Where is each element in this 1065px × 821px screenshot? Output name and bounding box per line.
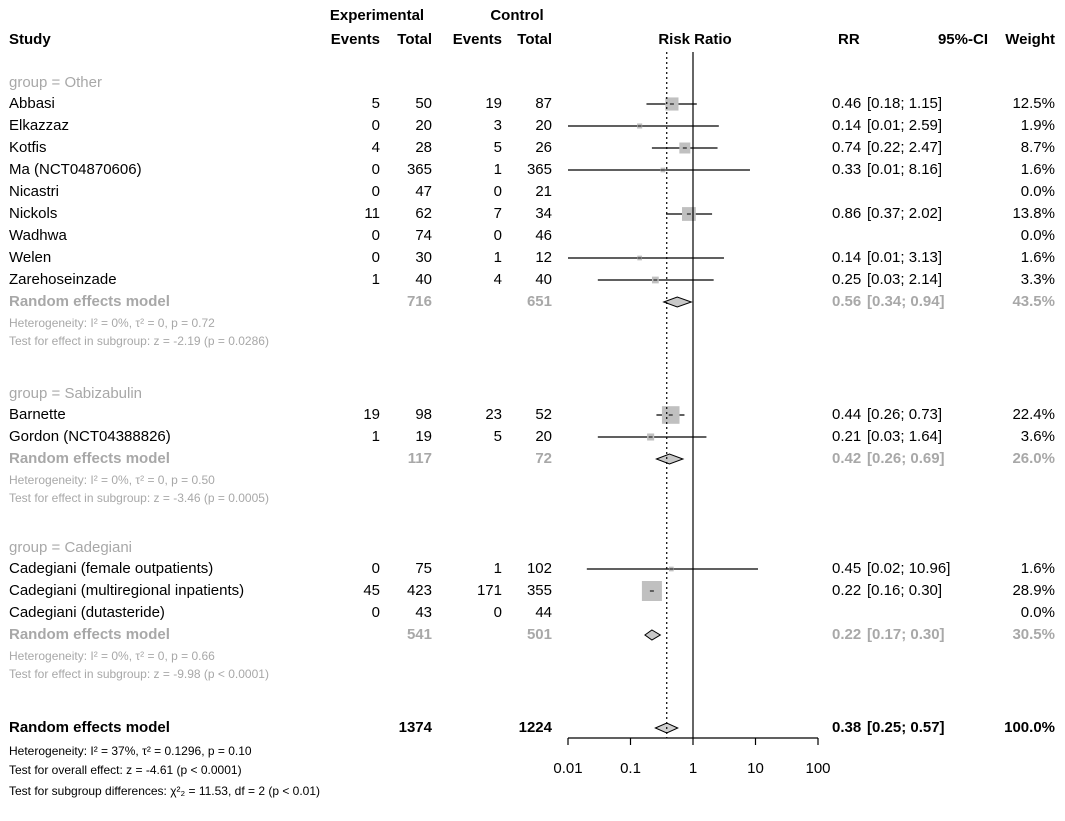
x-tick-label: 0.01 [553,760,583,777]
ctl-total: 102 [526,560,552,577]
ctl-total: 355 [526,582,552,599]
summary-rr: 0.22 [832,626,862,643]
ctl-events: 0 [493,227,502,244]
ctl-events-header: Events [452,31,502,48]
weight-value: 1.6% [1020,161,1055,178]
weight-value: 0.0% [1020,604,1055,621]
x-tick-label: 10 [747,760,764,777]
group-label: group = Cadegiani [9,539,133,556]
exp-total: 43 [415,604,432,621]
x-tick-label: 1 [688,760,698,777]
summary-label: Random effects model [9,626,170,643]
rr-value: 0.45 [832,560,862,577]
exp-events: 11 [364,205,380,222]
ctl-header: Control [490,7,544,24]
ctl-total: 26 [535,139,552,156]
ctl-events: 3 [493,117,502,134]
weight-value: 1.9% [1020,117,1055,134]
ci-header: 95%-CI [937,31,988,48]
exp-events: 0 [371,117,380,134]
rr-header: RR [838,31,860,48]
rr-value: 0.21 [832,428,862,445]
ctl-events: 19 [485,95,502,112]
ctl-total: 20 [535,117,552,134]
study-name: Gordon (NCT04388826) [9,428,171,445]
summary-ctl-total: 501 [526,626,552,643]
ctl-events: 4 [493,271,502,288]
ci-value: [0.26; 0.73] [867,406,943,423]
subgroup-difference-test: Test for subgroup differences: χ²₂ = 11.53, df = 2 (p < 0.01) [9,784,321,798]
ctl-events: 7 [493,205,502,222]
exp-events: 19 [363,406,380,423]
ctl-events: 1 [493,249,502,266]
exp-events: 0 [371,604,380,621]
exp-events: 0 [371,161,380,178]
exp-events: 5 [371,95,380,112]
group-label: group = Sabizabulin [9,385,143,402]
ctl-events: 1 [493,161,502,178]
weight-value: 0.0% [1020,227,1055,244]
exp-total: 62 [415,205,432,222]
weight-value: 28.9% [1012,582,1055,599]
ci-value: [0.18; 1.15] [867,95,943,112]
ctl-events: 1 [493,560,502,577]
rr-value: 0.22 [832,582,862,599]
summary-diamond [656,454,682,464]
study-name: Ma (NCT04870606) [9,161,142,178]
summary-exp-total: 117 [407,450,432,467]
summary-ci: [0.34; 0.94] [867,293,945,310]
ci-value: [0.02; 10.96] [867,560,951,577]
summary-exp-total: 1374 [398,719,432,736]
ctl-total: 20 [535,428,552,445]
x-tick-label: 0.1 [620,760,641,777]
ctl-events: 5 [493,139,502,156]
subgroup-test-text: Test for effect in subgroup: z = -3.46 (p = 0.0005) [9,491,269,505]
summary-weight: 30.5% [1012,626,1055,643]
study-name: Barnette [9,406,66,423]
exp-total: 40 [415,271,432,288]
rr-value: 0.14 [832,249,862,266]
summary-ci: [0.26; 0.69] [867,450,945,467]
summary-label: Random effects model [9,719,170,736]
summary-weight: 43.5% [1012,293,1055,310]
exp-total: 28 [415,139,432,156]
study-name: Wadhwa [9,227,67,244]
weight-value: 0.0% [1020,183,1055,200]
study-name: Cadegiani (female outpatients) [9,560,214,577]
ctl-total: 44 [535,604,552,621]
weight-value: 8.7% [1020,139,1055,156]
summary-ci: [0.25; 0.57] [867,719,945,736]
rr-value: 0.44 [832,406,862,423]
exp-total-header: Total [397,31,432,48]
exp-events: 45 [363,582,380,599]
study-name: Nicastri [9,183,60,200]
rr-value: 0.25 [832,271,862,288]
study-name: Cadegiani (dutasteride) [9,604,165,621]
ctl-total: 34 [535,205,552,222]
study-name: Cadegiani (multiregional inpatients) [9,582,245,599]
ctl-events: 0 [493,183,502,200]
exp-total: 75 [415,560,432,577]
exp-events: 0 [371,249,380,266]
ctl-total: 12 [535,249,552,266]
summary-label: Random effects model [9,293,170,310]
ctl-total: 87 [535,95,552,112]
ci-value: [0.03; 1.64] [867,428,943,445]
study-name: Elkazzaz [9,117,70,134]
summary-rr: 0.42 [832,450,862,467]
plot-header: Risk Ratio [658,31,732,48]
ci-value: [0.37; 2.02] [867,205,943,222]
summary-exp-total: 541 [406,626,432,643]
study-header: Study [9,31,51,48]
ctl-events: 23 [485,406,502,423]
rr-value: 0.33 [832,161,862,178]
exp-header: Experimental [329,7,425,24]
summary-weight: 100.0% [1004,719,1055,736]
rr-value: 0.46 [832,95,862,112]
heterogeneity-text: Heterogeneity: I² = 0%, τ² = 0, p = 0.66 [9,649,215,663]
rr-value: 0.86 [832,205,862,222]
summary-rr: 0.56 [832,293,862,310]
ctl-events: 171 [476,582,502,599]
study-name: Welen [9,249,52,266]
ctl-events: 0 [493,604,502,621]
heterogeneity-text: Heterogeneity: I² = 0%, τ² = 0, p = 0.50 [9,473,215,487]
rr-value: 0.14 [832,117,862,134]
exp-total: 50 [415,95,432,112]
study-name: Zarehoseinzade [9,271,117,288]
exp-total: 19 [415,428,432,445]
exp-events: 1 [371,271,380,288]
weight-value: 1.6% [1020,249,1055,266]
exp-total: 365 [406,161,432,178]
summary-rr: 0.38 [832,719,862,736]
ctl-total: 21 [535,183,552,200]
exp-events: 4 [371,139,380,156]
x-tick-label: 100 [805,760,831,777]
summary-diamond [664,297,692,307]
group-label: group = Other [9,74,102,91]
summary-ci: [0.17; 0.30] [867,626,945,643]
weight-value: 13.8% [1012,205,1055,222]
exp-total: 74 [415,227,432,244]
weight-value: 22.4% [1012,406,1055,423]
ctl-total: 40 [535,271,552,288]
ci-value: [0.01; 8.16] [867,161,943,178]
exp-total: 30 [415,249,432,266]
summary-weight: 26.0% [1012,450,1055,467]
ci-value: [0.01; 3.13] [867,249,943,266]
exp-events: 1 [371,428,380,445]
exp-events: 0 [371,227,380,244]
summary-ctl-total: 72 [535,450,552,467]
subgroup-test-text: Test for effect in subgroup: z = -9.98 (p < 0.0001) [9,667,269,681]
overall-test: Test for overall effect: z = -4.61 (p < 0.0001) [9,763,242,777]
exp-events: 0 [371,560,380,577]
ci-value: [0.22; 2.47] [867,139,943,156]
exp-events: 0 [371,183,380,200]
overall-heterogeneity: Heterogeneity: I² = 37%, τ² = 0.1296, p = 0.10 [9,744,252,758]
weight-value: 3.6% [1020,428,1055,445]
weight-value: 1.6% [1020,560,1055,577]
ctl-total: 365 [526,161,552,178]
weight-value: 12.5% [1012,95,1055,112]
summary-diamond [645,630,660,640]
summary-exp-total: 716 [406,293,432,310]
summary-label: Random effects model [9,450,170,467]
weight-value: 3.3% [1020,271,1055,288]
ci-value: [0.03; 2.14] [867,271,943,288]
ci-value: [0.16; 0.30] [867,582,943,599]
summary-ctl-total: 1224 [518,719,552,736]
heterogeneity-text: Heterogeneity: I² = 0%, τ² = 0, p = 0.72 [9,316,215,330]
exp-total: 423 [406,582,432,599]
exp-events-header: Events [330,31,380,48]
summary-ctl-total: 651 [526,293,552,310]
exp-total: 47 [415,183,432,200]
study-name: Nickols [9,205,58,222]
study-name: Abbasi [9,95,55,112]
subgroup-test-text: Test for effect in subgroup: z = -2.19 (p = 0.0286) [9,334,269,348]
study-name: Kotfis [9,139,47,156]
ctl-total: 52 [535,406,552,423]
ctl-total-header: Total [517,31,552,48]
ctl-events: 5 [493,428,502,445]
weight-header: Weight [1005,31,1055,48]
exp-total: 98 [415,406,432,423]
ci-value: [0.01; 2.59] [867,117,943,134]
rr-value: 0.74 [832,139,862,156]
ctl-total: 46 [535,227,552,244]
exp-total: 20 [415,117,432,134]
